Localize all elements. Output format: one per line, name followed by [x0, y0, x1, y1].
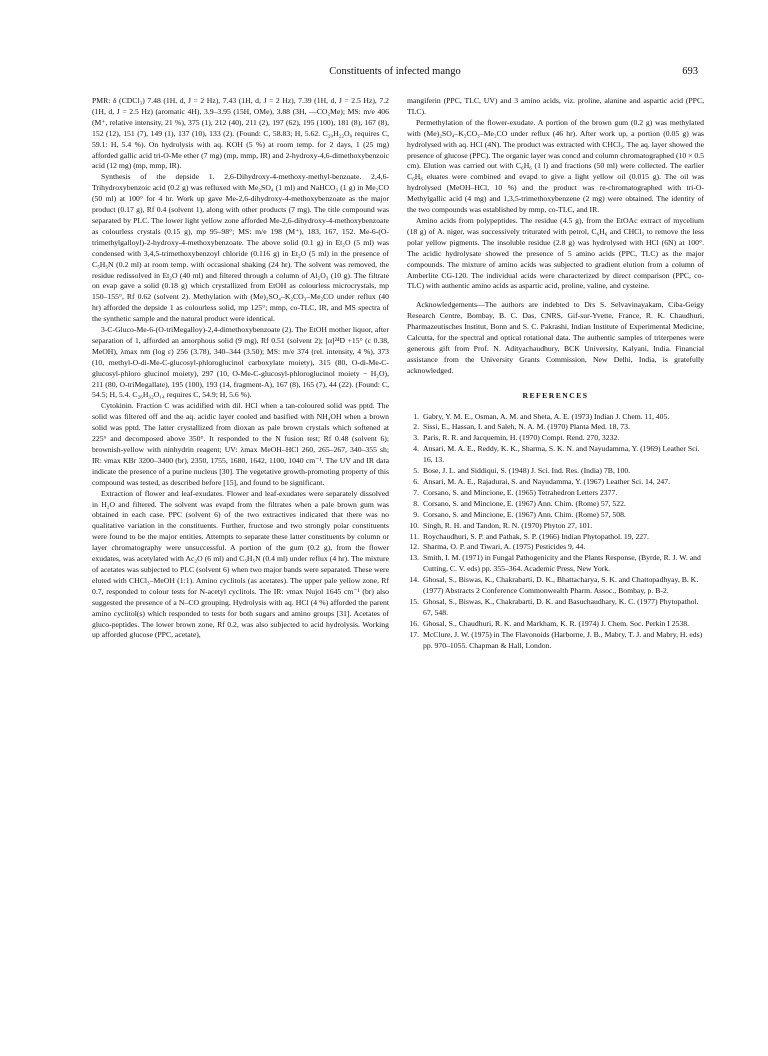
reference-number: 14.: [409, 575, 419, 585]
paragraph-depside-synthesis: Synthesis of the depside 1. 2,6-Dihydroxy-4-methoxy-methyl-benzoate. 2,4,6-Trihydroxybenzoic acid (0.2 g) was refluxed with Me₂SO₄ (1 ml) and NaHCO₃ (1 g) in Me₂CO (50 ml) at 100° for 4 hr. Work up gave Me-2,6-dihydroxy-4-methoxybenzoate as the major product (0.17 g), Rf 0.4 (solvent 1), along with other products (7 mg). The title compound was separated by PLC. The lower light yellow zone afforded Me-2,6-dihydroxy-4-methoxybenzoate as colourless crystals (0.15 g), mp 95–98°; MS: m/e 198 (M⁺), 183, 167, 152. Me-6-(O-trimethylgalloyl)-2-hydroxy-4-methoxybenzoate. The above solid (0.1 g) in Et₂O (5 ml) was condensed with 3,4,5-trimethoxybenzoyl chloride (0.116 g) in Et₂O (5 ml) in the presence of C₅H₅N (0.2 ml) at room temp. with occasional shaking (24 hr). The solvent was removed, the residue redissolved in Et₂O (40 ml) and filtered through a column of Al₂O₃ (10 g). The filtrate on evap gave a solid (0.18 g) which crystallized from EtOH as colourless microcrystals, mp 150–155°, Rf 0.62 (solvent 2). Methylation with (Me)₂SO₄–K₂CO₃–Me₂CO under reflux (40 hr) afforded the depside 1 as colourless solid, mp 125°; mmp, co-TLC, IR, and MS spectra of the synthetic sample and the natural product were identical.: [92, 172, 389, 324]
reference-number: 5.: [413, 466, 419, 476]
reference-text: Ansari, M. A. E., Reddy, K. K., Sharma, S. K. N. and Nayudamma, Y. (1969) Leather Sci. 16, 13.: [423, 444, 700, 465]
running-title: Constituents of infected mango: [329, 66, 461, 77]
reference-item: [407, 532, 704, 543]
reference-text: Bose, J. L. and Siddiqui, S. (1948) J. Sci. Ind. Res. (India) 7B, 100.: [423, 466, 631, 476]
reference-text: McClure, J. W. (1975) in The Flavonoids (Harborne, J. B., Mabry, T. J. and Mabry, H. eds) pp. 970–1055. Chapman & Hall, London.: [423, 629, 703, 650]
reference-item: [407, 553, 704, 575]
acknowledgements: Acknowledgements—The authors are indebted to Drs S. Selvavinayakam, Ciba-Geigy Research Centre, Bombay, B. C. Das, CNRS, Gif-sur-Yvette, France, R. K. Chaudhuri, Pharmazeutisches Institut, Bonn and S. C. Pakrashi, Indian Institute of Experimental Medicine, Calcutta, for the spectral and optical rotational data. The authentic samples of triterpenes were generous gift from Prof. N. Adityachaudhury, BCK University, Kalyani, India. Financial assistance from the University Grants Commission, New Delhi, India, is gratefully acknowledged.: [407, 300, 704, 375]
reference-number: 10.: [409, 520, 419, 530]
reference-text: Smith, I. M. (1971) in Fungal Pathogenicity and the Plants Response, (Byrde, R. J. W. and Cutting, C. V. eds) pp. 355–364. Academic Press, New York.: [423, 553, 701, 574]
reference-number: 9.: [413, 509, 419, 519]
reference-text: Ansari, M. A. E., Rajadurai, S. and Nayudamma, Y. (1967) Leather Sci. 14, 247.: [423, 477, 671, 486]
reference-item: [407, 521, 704, 532]
reference-item: [407, 499, 704, 510]
reference-text: Ghosal, S., Chaudhuri, R. K. and Markham, K. R. (1974) J. Chem. Soc. Perkin I 2538.: [423, 618, 690, 628]
reference-number: 11.: [409, 531, 419, 541]
paragraph-pmr-data: PMR: δ (CDCl₃) 7.48 (1H, d, J = 2 Hz), 7.43 (1H, d, J = 2 Hz), 7.39 (1H, d, J = 2.5 Hz), 7.2 (1H, d, J = 2.5 Hz) (aromatic 4H), 3.9–3.95 (15H, OMe), 3.88 (3H, —CO₂Me); MS: m/e 406 (M⁺, relative intensity, 21 %), 375 (1), 212 (40), 211 (2), 197 (62), 195 (100), 181 (8), 167 (8), 152 (12), 151 (7), 149 (1), 137 (10), 133 (2). (Found: C, 58.83; H, 5.62. C₂₀H₂₂O₉ requires C, 59.1: H, 5.4 %). On hydrolysis with aq. KOH (5 %) at room temp. for 2 days, 1 (25 mg) afforded gallic acid tri-O-Me ether (7 mg) (mp, mmp, IR) and 2-hydroxy-4,6-dimethoxybenzoic acid (12 mg) (mp, mmp, IR).: [92, 96, 389, 171]
page-number: 693: [682, 66, 698, 77]
reference-text: Sissi, E., Hassan, I. and Saleh, N. A. M. (1970) Planta Med. 18, 73.: [423, 422, 630, 432]
reference-text: Corsano, S. and Mincione, E. (1967) Ann. Chim. (Rome) 57, 522.: [423, 498, 626, 508]
reference-item: [407, 477, 704, 488]
reference-number: 6.: [413, 477, 419, 486]
reference-text: Corsano, S. and Mincione, E. (1965) Tetrahedron Letters 2377.: [423, 487, 618, 497]
reference-list: [407, 412, 704, 652]
running-header: [92, 66, 698, 82]
reference-item: [407, 597, 704, 619]
reference-number: 1.: [413, 411, 419, 421]
paragraph-exudate-extraction: Extraction of flower and leaf-exudates. Flower and leaf-exudates were separately dissolved in H₂O and filtered. The solvent was evapd from the filtrates when a pale brown gum was obtained in each case. PPC (solvent 6) of the two extractives indicated that there was no qualitative variation in the constituents. Further, fructose and two strongly polar constituents were found to be the major entities. Attempts to separate these latter constituents by column or layer chromatography were unsuccessful. A portion of the gum (0.2 g), from the flower exudates, was acetylated with Ac₂O (6 ml) and C₅H₅N (0.4 ml) under reflux (4 hr). The mixture of acetates was subjected to PLC (solvent 6) when two major bands were separated. These were eluted with CHCl₃–MeOH (1:1). Amino cyclitols (as acetates). The upper pale yellow zone, Rf 0.7, responded to colour tests for N-acetyl cyclitols. The IR: νmax Nujol 1645 cm⁻¹ (br) also suggested the presence of a N–CO grouping. Hydrolysis with aq. HCl (4 %) afforded the parent amino cyclitol(s) which responded to tests for both sugars and amino groups [31]. Acetates of gluco-peptides. The lower brown zone, Rf 0.2, was also subjected to acid hydrolysis. Working up afforded glucose (PPC, acetate),: [92, 488, 389, 640]
reference-number: 7.: [413, 487, 419, 497]
reference-number: 17.: [409, 629, 419, 639]
right-column: [407, 96, 704, 652]
reference-item: [407, 542, 704, 553]
reference-item: [407, 575, 704, 597]
paragraph-cytokinin: Cytokinin. Fraction C was acidified with dil. HCl when a tan-coloured solid was pptd. The solid was filtered off and the aq. acidic layer cooled and basified with NH₄OH when a brown solid was pptd. The latter crystallized from dioxan as pale brown crystals which softened at 225° and decomposed above 350°. It responded to the N fusion test; Rf 0.48 (solvent 6); brownish-yellow with ninhydrin reagent; UV: λmax MeOH–HCl 260, 265–267, 340–355 sh; IR: νmax KBr 3200–3400 (br), 2350, 1755, 1680, 1642, 1100, 1040 cm⁻¹. The UV and IR data indicate the presence of a purine nucleus [30]. The vegetative growth-promoting property of this compound was tested, as described before [15], and found to be significant.: [92, 401, 389, 487]
references-heading: REFERENCES: [522, 390, 589, 400]
paragraph-amino-acids: Amino acids from polypeptides. The residue (4.5 g), from the EtOAc extract of mycelium (18 g) of A. niger, was successively triturated with petrol, C₆H₆ and CHCl₃ to remove the less polar yellow pigments. The insoluble residue (2.8 g) was hydrolysed with HCl (6N) at 100°. The acidic hydrolysate showed the presence of 5 amino acids (PPC, TLC) as the major compounds. The mixture of amino acids was subjected to gradient elution from a column of Amberlite CG-120. The individual acids were characterized by direct comparison (PPC, co-TLC) with authentic amino acids as aspartic acid, proline, valine, and cysteine.: [407, 215, 704, 291]
reference-text: Gabry, Y. M. E., Osman, A. M. and Sheta, A. E. (1973) Indian J. Chem. 11, 405.: [423, 411, 670, 421]
reference-text: Corsano, S. and Mincione, E. (1967) Ann. Chim. (Rome) 57, 508.: [423, 509, 626, 519]
reference-item: [407, 630, 704, 652]
reference-text: Ghosal, S., Biswas, K., Chakrabarti, D. K., Bhattacharya, S. K. and Chattopadhyay, B. K. (1977) Abstracts 2 Conference Commonwealth Pharm. Assoc., Bombay, p. B-2.: [423, 575, 699, 596]
reference-item: [407, 412, 704, 423]
left-column: [92, 96, 389, 641]
reference-item: [407, 488, 704, 499]
reference-number: 8.: [413, 498, 419, 508]
reference-item: [407, 433, 704, 444]
reference-text: Singh, R. H. and Tandon, R. N. (1970) Phyton 27, 101.: [423, 520, 593, 530]
reference-item: [407, 510, 704, 521]
reference-item: [407, 422, 704, 433]
reference-number: 3.: [413, 433, 419, 443]
reference-number: 2.: [413, 422, 419, 432]
reference-text: Sharma, O. P. and Tiwari, A. (1975) Pesticides 9, 44.: [423, 542, 586, 552]
reference-number: 13.: [409, 553, 419, 563]
reference-text: Roychaudhuri, S. P. and Pathak, S. P. (1966) Indian Phytopathol. 19, 227.: [423, 531, 649, 541]
reference-text: Ghosal, S., Biswas, K., Chakrabarti, D. K. and Basuchaudhary, K. C. (1977) Phytopathol. 67, 548.: [423, 596, 699, 617]
reference-item: [407, 619, 704, 630]
reference-number: 16.: [409, 618, 419, 628]
reference-number: 4.: [413, 444, 419, 454]
paragraph-gluco-compound: 3-C-Gluco-Me-6-(O-triMegalloy)-2,4-dimethoxybenzoate (2). The EtOH mother liquor, after separation of 1, afforded an amorphous solid (9 mg), Rf 0.51 (solvent 2); [α]²⁴D +15° (c 0.38, MeOH), λmax nm (log ε) 256 (3.78), 340–344 (3.50); MS: m/e 374 (rel. intensity, 4 %), 373 (10, methyl-O-di-Me-C-glucosyl-phloroglucinol carboxylate moiety), 315 (80, O-di-Me-C-glucosyl-phloro glucinol moiety), 297 (10, O-Me-C-glucosyl-phloroglucinol moiety − H₂O), 211 (80, O-triMegallate), 195 (100), 193 (14, fragment-A), 167 (8), 165 (7), 44 (22). (Found: C, 54.5; H, 5.4. C₂₆H₃₂O₁₄ requires C, 54.9; H, 5.6 %).: [92, 325, 389, 400]
reference-number: 12.: [409, 542, 419, 552]
reference-item: [407, 466, 704, 477]
paragraph-permethylation: Permethylation of the flower-exudate. A portion of the brown gum (0.2 g) was methylated with (Me)₂SO₄–K₂CO₃–Me₂CO under reflux (46 hr). After work up, a portion (0.05 g) was hydrolysed with aq. HCl (4N). The product was extracted with CHCl₃. The aq. layer showed the presence of glucose (PPC). The organic layer was concd and column chromatographed (10 × 0.5 cm). Elution was carried out with C₆H₆ (1 l) and fractions (50 ml) were collected. The earlier C₆H₆ eluates were combined and evapd to give a light yellow oil (0.015 g). The oil was hydrolysed (MeOH–HCl, 10 %) and the product was re-chromatographed with tri-O-Methylgallic acid (4 mg) and 1,3,5-trimethoxybenzene (2 mg) were obtained. The identity of the two compounds was established by mmp, co-TLC, and IR.: [407, 117, 704, 215]
paragraph-continued: mangiferin (PPC, TLC, UV) and 3 amino acids, viz. proline, alanine and aspartic acid (PPC, TLC).: [407, 96, 704, 116]
reference-item: [407, 444, 704, 466]
reference-number: 15.: [409, 596, 419, 606]
reference-text: Paris, R. R. and Jacquemin, H. (1970) Compt. Rend. 270, 3232.: [423, 433, 620, 443]
